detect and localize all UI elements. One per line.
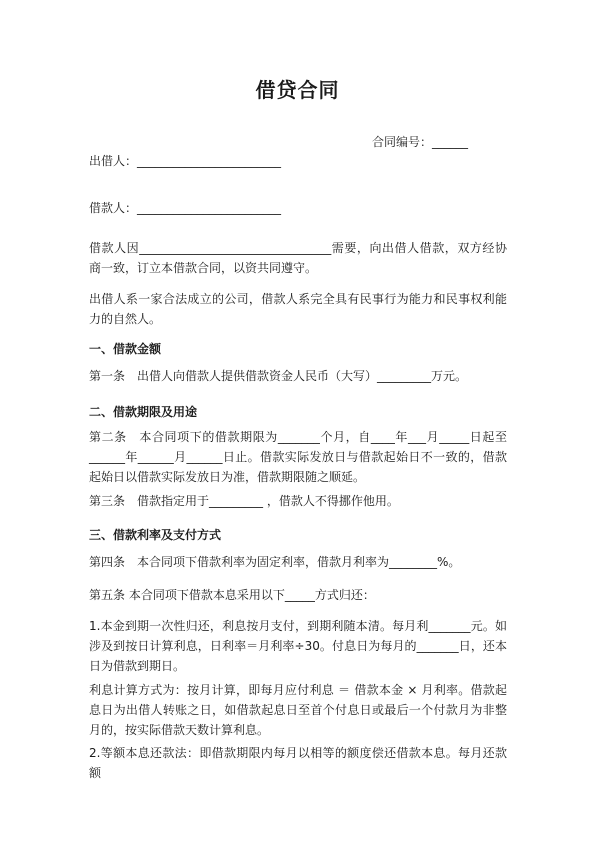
section-1-heading: 一、借款金额	[89, 342, 162, 356]
section-2-heading: 二、借款期限及用途	[89, 405, 198, 419]
article-2: 第二条 本合同项下的借款期限为_______个月，自____年___月_____日起至______年______月______日止。借款实际发放日与借款起始日不一致的，借款起始日以借款实际发放日为准，借款期限随之顺延。	[89, 430, 507, 484]
article-5: 第五条 本合同项下借款本息采用以下_____方式归还：	[89, 588, 375, 602]
article-4: 第四条 本合同项下借款利率为固定利率，借款月利率为________%。	[89, 555, 461, 569]
intro-paragraph: 借款人因________________________________需要，向出借人借款，双方经协商一致，订立本借款合同，以资共同遵守。	[89, 241, 507, 275]
repayment-option-1: 1.本金到期一次性归还，利息按月支付，到期利随本清。每月利_______元。如涉及到按日计算利息，日利率＝月利率÷30。付息日为每月的_______日，还本日为借款到期日。	[89, 619, 507, 673]
contract-number: 合同编号：______	[372, 135, 469, 149]
repayment-option-2: 2.等额本息还款法：即借款期限内每月以相等的额度偿还借款本息。每月还款额	[89, 746, 507, 780]
section-3-heading: 三、借款利率及支付方式	[89, 528, 222, 542]
parties-paragraph: 出借人系一家合法成立的公司，借款人系完全具有民事行为能力和民事权利能力的自然人。	[89, 292, 507, 326]
article-3: 第三条 借款指定用于_________ ，借款人不得挪作他用。	[89, 494, 399, 508]
lender-line: 出借人：________________________	[89, 154, 282, 168]
borrower-line: 借款人：________________________	[89, 201, 282, 215]
article-1: 第一条 出借人向借款人提供借款资金人民币（大写）_________万元。	[89, 369, 468, 383]
document-title: 借贷合同	[255, 78, 340, 102]
interest-calculation: 利息计算方式为：按月计算，即每月应付利息 ＝ 借款本金 × 月利率。借款起息日为出借人转账之日，如借款起息日至首个付息日或最后一个付款月为非整月的，按实际借款天数计算利息。	[89, 683, 507, 737]
